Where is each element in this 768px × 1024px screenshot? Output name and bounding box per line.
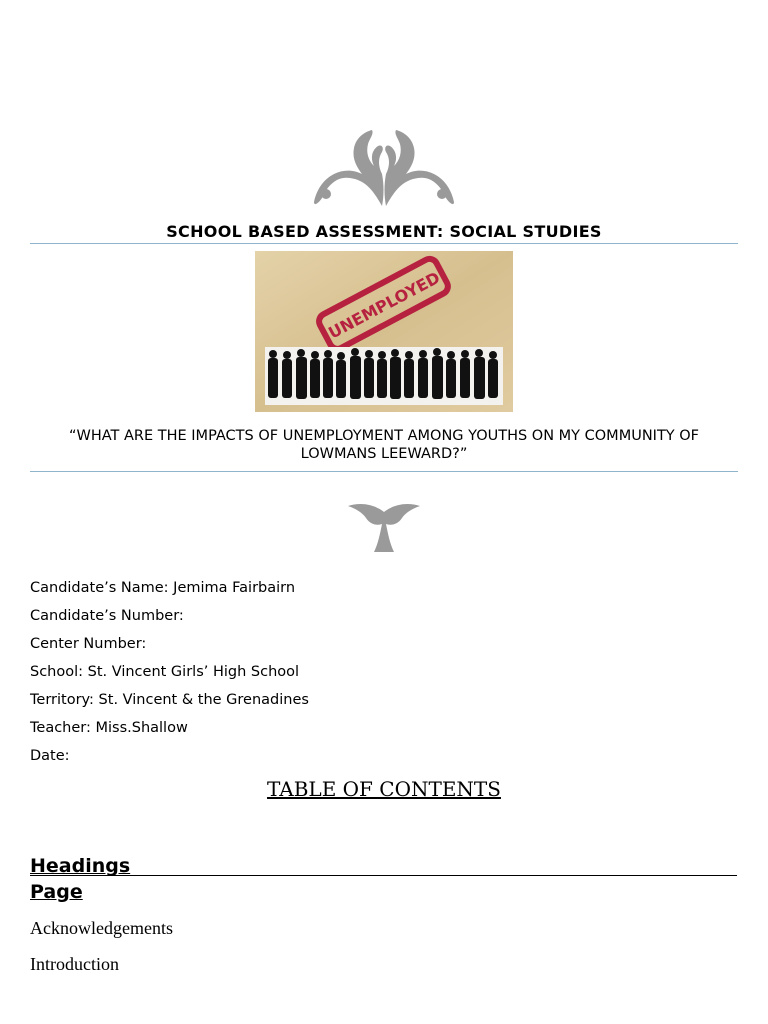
toc-page-label: Page xyxy=(30,881,83,903)
center-number: Center Number: xyxy=(30,636,147,652)
divider-line xyxy=(30,243,738,244)
teacher: Teacher: Miss.Shallow xyxy=(30,720,188,736)
candidate-name: Candidate’s Name: Jemima Fairbairn xyxy=(30,580,296,596)
fleuron-ornament-icon xyxy=(344,500,424,554)
territory: Territory: St. Vincent & the Grenadines xyxy=(30,692,309,708)
school: School: St. Vincent Girls’ High School xyxy=(30,664,300,680)
toc-entry: Introduction xyxy=(30,954,119,974)
toc-headings xyxy=(30,853,130,905)
toc-title: TABLE OF CONTENTS xyxy=(267,777,501,801)
floral-ornament-icon xyxy=(312,128,456,210)
document-title: SCHOOL BASED ASSESSMENT: SOCIAL STUDIES xyxy=(166,222,602,241)
crowd-silhouette-icon xyxy=(268,348,498,399)
divider-line xyxy=(30,471,738,472)
unemployed-illustration xyxy=(255,251,513,412)
stamp-text: UNEMPLOYED xyxy=(325,267,444,343)
candidate-info xyxy=(30,578,630,774)
toc-header-rule xyxy=(30,875,737,876)
toc-entry: Acknowledgements xyxy=(30,918,173,938)
toc-list xyxy=(30,916,173,988)
research-question: “WHAT ARE THE IMPACTS OF UNEMPLOYMENT AMONG YOUTHS ON MY COMMUNITY OF LOWMANS LEEWARD?” xyxy=(68,428,700,462)
candidate-number: Candidate’s Number: xyxy=(30,608,184,624)
date: Date: xyxy=(30,748,70,764)
toc-headings-label: Headings xyxy=(30,855,131,877)
